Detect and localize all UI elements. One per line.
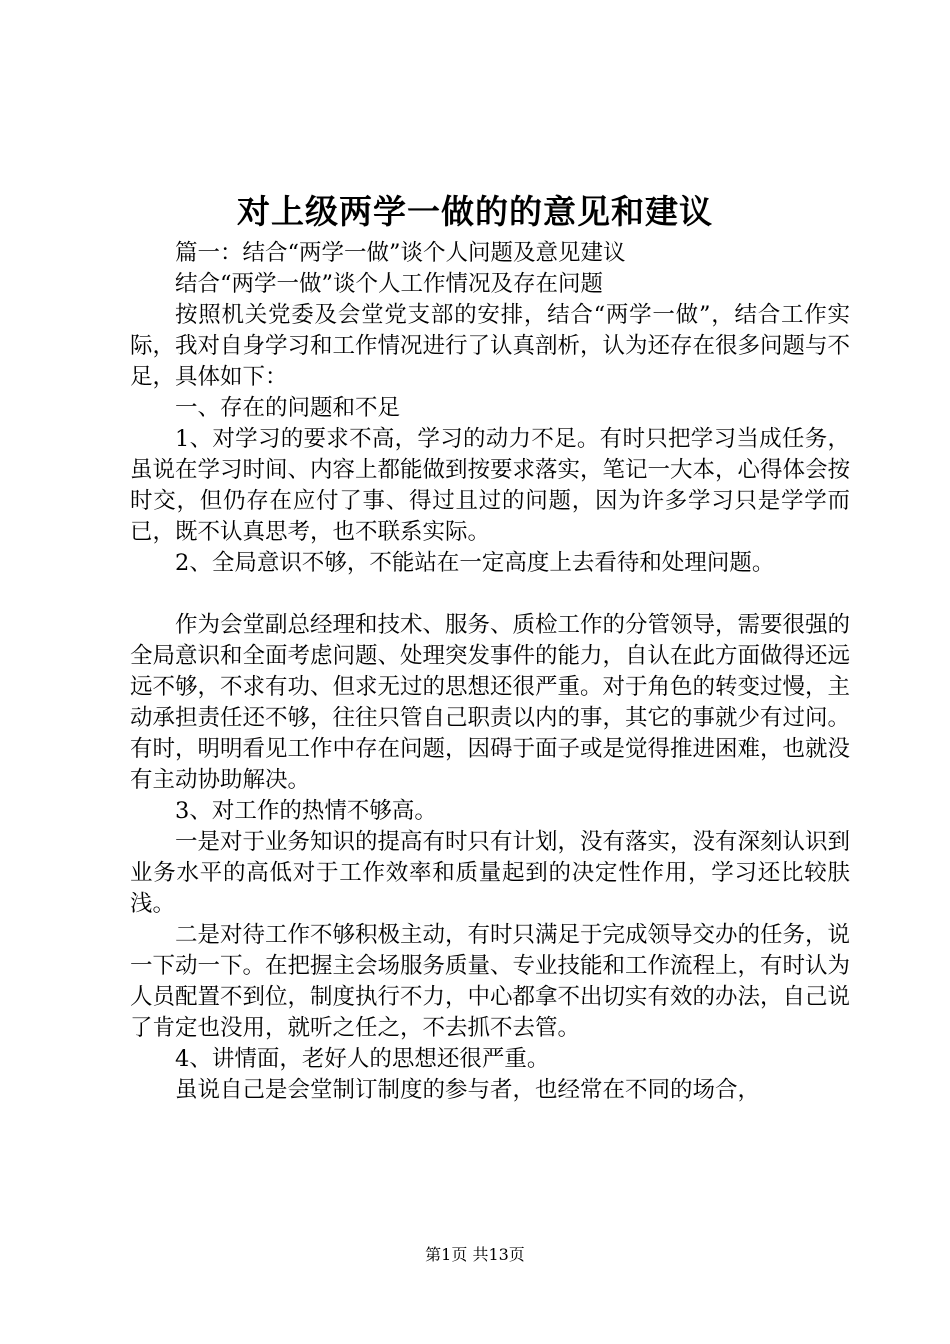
paragraph-subtitle-1: 篇一：结合“两学一做”谈个人问题及意见建议	[175, 240, 626, 266]
document-body	[130, 238, 850, 1106]
paragraph-point-2: 2、全局意识不够，不能站在一定高度上去看待和处理问题。	[175, 550, 775, 576]
paragraph-point-3-a: 一是对于业务知识的提高有时只有计划，没有落实，没有深刻认识到业务水平的高低对于工作效率和质量起到的决定性作用，学习还比较肤浅。	[130, 829, 851, 917]
paragraph-point-4-detail: 虽说自己是会堂制订制度的参与者，也经常在不同的场合，	[175, 1077, 761, 1103]
paragraph-point-1: 1、对学习的要求不高，学习的动力不足。有时只把学习当成任务，虽说在学习时间、内容上都能做到按要求落实，笔记一大本，心得体会按时交，但仍存在应付了事、得过且过的问题，因为许多学习只是学学而已，既不认真思考，也不联系实际。	[130, 426, 851, 545]
paragraph-point-3: 3、对工作的热情不够高。	[175, 798, 437, 824]
paragraph-intro: 按照机关党委及会堂党支部的安排，结合“两学一做”，结合工作实际，我对自身学习和工作情况进行了认真剖析，认为还存在很多问题与不足，具体如下：	[130, 302, 851, 390]
paragraph-point-4: 4、讲情面，老好人的思想还很严重。	[175, 1046, 550, 1072]
paragraph-subtitle-2: 结合“两学一做”谈个人工作情况及存在问题	[175, 271, 604, 297]
paragraph-spacer	[130, 579, 850, 610]
document-title: 对上级两学一做的的意见和建议	[237, 192, 713, 231]
section-heading-problems: 一、存在的问题和不足	[175, 395, 401, 421]
paragraph-point-2-detail: 作为会堂副总经理和技术、服务、质检工作的分管领导，需要很强的全局意识和全面考虑问题、处理突发事件的能力，自认在此方面做得还远远不够，不求有功、但求无过的思想还很严重。对于角色的转变过慢，主动承担责任还不够，往往只管自己职责以内的事，其它的事就少有过问。有时，明明看见工作中存在问题，因碍于面子或是觉得推进困难，也就没有主动协助解决。	[130, 612, 851, 793]
page-footer: 第1页 共13页	[425, 1245, 525, 1264]
paragraph-point-3-b: 二是对待工作不够积极主动，有时只满足于完成领导交办的任务，说一下动一下。在把握主会场服务质量、专业技能和工作流程上，有时认为人员配置不到位，制度执行不力，中心都拿不出切实有效的办法，自己说了肯定也没用，就听之任之，不去抓不去管。	[130, 922, 851, 1041]
